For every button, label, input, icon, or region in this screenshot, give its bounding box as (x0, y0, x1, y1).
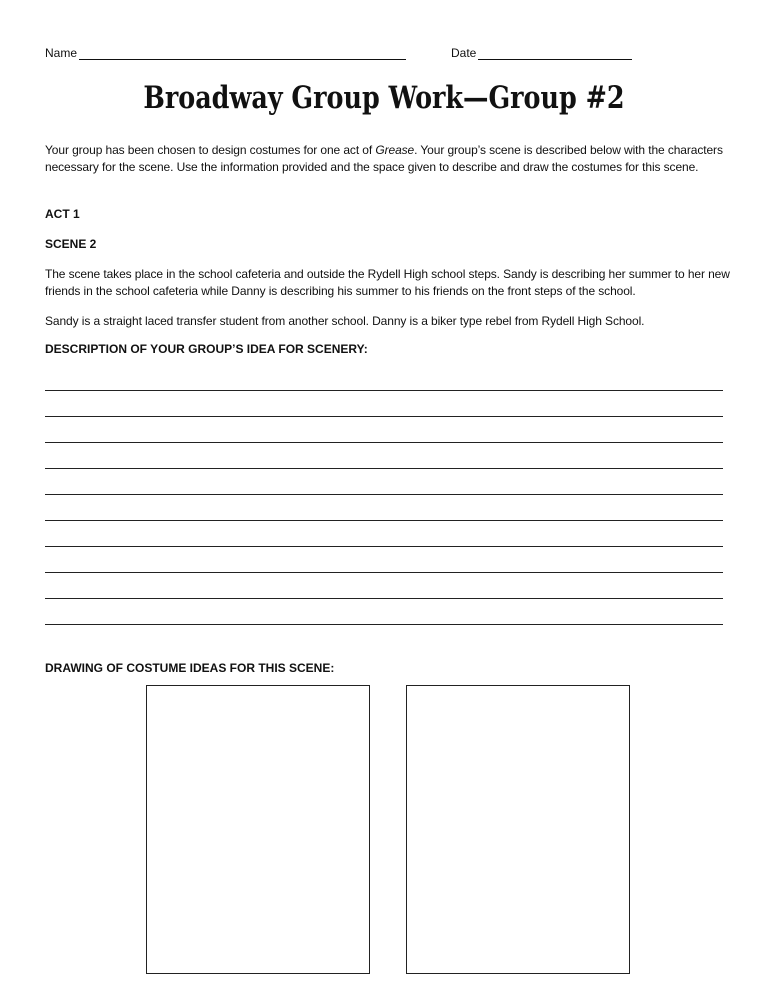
date-label: Date (451, 46, 477, 60)
scene-heading: SCENE 2 (45, 237, 97, 251)
writing-line[interactable] (45, 624, 723, 625)
writing-line[interactable] (45, 416, 723, 417)
writing-line[interactable] (45, 468, 723, 469)
act-heading: ACT 1 (45, 207, 80, 221)
writing-line[interactable] (45, 442, 723, 443)
writing-line[interactable] (45, 546, 723, 547)
drawing-heading: DRAWING OF COSTUME IDEAS FOR THIS SCENE: (45, 661, 335, 675)
writing-line[interactable] (45, 598, 723, 599)
intro-italic-title: Grease (375, 143, 415, 157)
date-field[interactable] (478, 59, 632, 60)
costume-drawing-box-2[interactable] (406, 685, 630, 974)
writing-line[interactable] (45, 494, 723, 495)
intro-text-2: . Your group’s scene is described below with the characters necessary for the scene. Use the information provided and the space given to describe and draw the costumes for this scene. (45, 143, 723, 174)
name-label: Name (45, 46, 78, 60)
writing-line[interactable] (45, 520, 723, 521)
header-row (45, 44, 685, 64)
intro-paragraph (45, 142, 735, 176)
writing-line[interactable] (45, 390, 723, 391)
costume-drawing-box-1[interactable] (146, 685, 370, 974)
scenery-heading: DESCRIPTION OF YOUR GROUP’S IDEA FOR SCENERY: (45, 342, 368, 356)
name-field[interactable] (79, 59, 406, 60)
writing-line[interactable] (45, 572, 723, 573)
scene-description: The scene takes place in the school cafeteria and outside the Rydell High school steps. Sandy is describing her summer to her new friends in the school cafeteria while Danny is describing his summer to his friends on the front steps of the school. (45, 267, 730, 298)
intro-text-1: Your group has been chosen to design costumes for one act of (45, 143, 376, 157)
page-title: Broadway Group Work—Group #2 (143, 80, 625, 116)
characters-paragraph: Sandy is a straight laced transfer student from another school. Danny is a biker type rebel from Rydell High School. (45, 314, 645, 328)
